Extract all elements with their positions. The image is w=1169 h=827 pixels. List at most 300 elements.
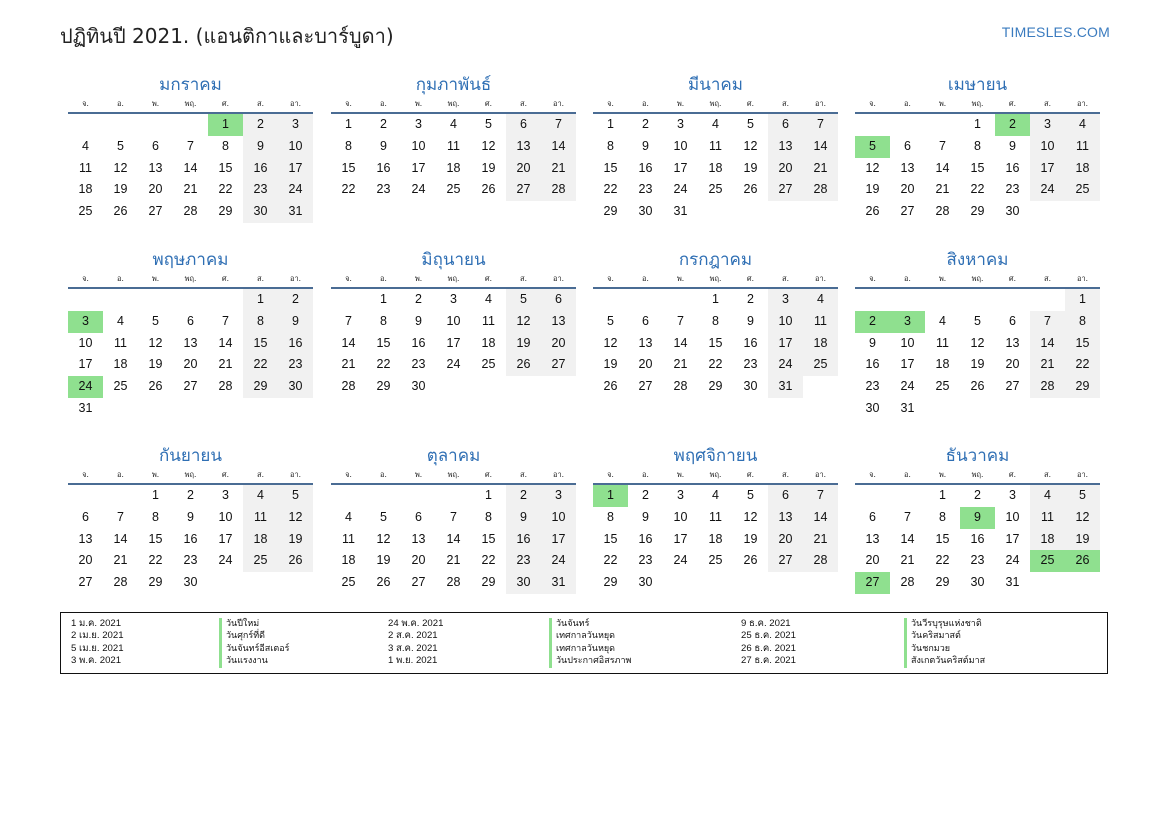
day-cell: 27: [506, 179, 541, 201]
day-cell: 11: [114, 335, 127, 350]
day-cell: 13: [78, 531, 93, 546]
day-cell: 20: [865, 553, 880, 568]
day-cell: 12: [970, 335, 985, 350]
month-block: [331, 443, 576, 594]
weekday-label: พ.: [938, 274, 947, 283]
day-cell: 10: [278, 136, 313, 158]
weekday-label: จ.: [345, 274, 352, 283]
day-cell: 31: [673, 204, 688, 219]
month-name: มิถุนายน: [421, 250, 486, 270]
day-cell: 4: [803, 289, 838, 311]
holiday-names-column: [549, 618, 631, 668]
day-cell: 1: [974, 117, 981, 131]
day-cell: 23: [1005, 182, 1020, 197]
holiday-dates-column: [71, 618, 124, 668]
weekday-label: อ.: [642, 274, 649, 283]
day-cell: 24: [411, 182, 426, 197]
day-cell: 4: [117, 313, 124, 328]
day-cell: 2: [747, 292, 754, 306]
weekday-label: ส.: [257, 470, 264, 479]
weekday-label: อา.: [289, 99, 302, 108]
day-blank: [925, 114, 960, 136]
day-blank: [995, 289, 1030, 311]
weekday-label: จ.: [869, 99, 876, 108]
day-cell: 27: [900, 204, 915, 219]
holiday-name: วันจันทร์อีสเตอร์: [219, 643, 289, 655]
day-blank: [331, 485, 366, 507]
day-cell: 27: [541, 354, 576, 376]
day-cell-holiday: 2: [995, 114, 1030, 136]
day-cell: 18: [1030, 529, 1065, 551]
day-cell: 8: [243, 311, 278, 333]
day-cell: 4: [939, 313, 946, 328]
day-cell: 13: [638, 335, 653, 350]
day-cell: 6: [187, 313, 194, 328]
day-cell: 10: [768, 311, 803, 333]
day-cell: 8: [222, 138, 229, 153]
weekday-label: อ.: [117, 99, 124, 108]
day-cell: 12: [1065, 507, 1100, 529]
day-cell: 29: [603, 204, 618, 219]
day-cell: 4: [712, 117, 719, 131]
day-cell: 31: [768, 376, 803, 398]
day-cell: 14: [183, 160, 198, 175]
day-cell: 11: [936, 335, 949, 350]
day-cell: 11: [1030, 507, 1065, 529]
day-cell: 26: [865, 204, 880, 219]
day-cell: 9: [1009, 138, 1016, 153]
day-cell: 20: [1005, 357, 1020, 372]
day-cell: 30: [743, 379, 758, 394]
month-block: [68, 443, 313, 594]
day-grid: [593, 485, 838, 594]
day-cell: 8: [607, 509, 614, 524]
day-cell: 22: [970, 182, 985, 197]
day-cell: 23: [970, 553, 985, 568]
day-cell-holiday: 26: [1065, 550, 1100, 572]
day-blank: [436, 485, 471, 507]
weekday-label: พฤ.: [184, 99, 197, 108]
day-cell: 5: [506, 289, 541, 311]
day-cell: 22: [376, 357, 391, 372]
weekday-label: ส.: [1044, 99, 1051, 108]
weekday-label: พ.: [676, 99, 685, 108]
day-blank: [890, 485, 925, 507]
day-cell: 14: [803, 136, 838, 158]
weekday-label: พฤ.: [971, 274, 984, 283]
holiday-name: สังเกตวันคริสต์มาส: [904, 655, 985, 667]
day-cell: 20: [148, 182, 163, 197]
day-cell: 29: [218, 204, 233, 219]
day-cell: 11: [1065, 136, 1100, 158]
weekday-label: อา.: [552, 99, 565, 108]
day-cell: 15: [376, 335, 391, 350]
day-cell: 13: [183, 335, 198, 350]
day-cell: 29: [708, 379, 723, 394]
weekday-header: [331, 469, 576, 485]
day-cell: 29: [603, 575, 618, 590]
day-cell: 22: [603, 182, 618, 197]
day-cell: 10: [78, 335, 93, 350]
day-cell: 19: [113, 182, 128, 197]
day-cell: 2: [506, 485, 541, 507]
day-cell: 3: [415, 117, 422, 131]
holiday-date: 3 ส.ค. 2021: [388, 642, 438, 654]
day-cell: 3: [768, 289, 803, 311]
holiday-date: 9 ธ.ค. 2021: [741, 618, 791, 629]
weekday-label: จ.: [607, 274, 614, 283]
day-cell: 19: [148, 357, 163, 372]
holiday-name: วันศุกร์ที่ดี: [219, 630, 289, 642]
weekday-label: อา.: [814, 274, 827, 283]
day-cell: 21: [1030, 354, 1065, 376]
day-blank: [208, 289, 243, 311]
day-blank: [890, 289, 925, 311]
day-cell: 30: [638, 575, 653, 590]
day-cell: 30: [1005, 204, 1020, 219]
weekday-label: พ.: [938, 470, 947, 479]
day-cell: 14: [803, 507, 838, 529]
day-cell: 26: [743, 553, 758, 568]
day-cell: 16: [1005, 160, 1020, 175]
day-cell: 2: [187, 488, 194, 502]
day-cell: 11: [803, 311, 838, 333]
day-cell: 27: [148, 204, 163, 219]
day-cell: 12: [865, 160, 880, 175]
weekday-label: จ.: [869, 470, 876, 479]
day-cell: 25: [113, 379, 128, 394]
weekday-header: [855, 469, 1100, 485]
weekday-header: [68, 469, 313, 485]
month-name: พฤษภาคม: [152, 250, 229, 270]
day-cell: 25: [78, 204, 93, 219]
weekday-label: ส.: [520, 99, 527, 108]
day-cell: 17: [1030, 158, 1065, 180]
day-cell: 27: [78, 575, 93, 590]
day-cell: 16: [638, 160, 653, 175]
day-cell: 30: [243, 201, 278, 223]
day-cell: 29: [243, 376, 278, 398]
day-cell: 14: [446, 531, 461, 546]
weekday-label: อา.: [1076, 470, 1089, 479]
day-cell: 24: [1005, 553, 1020, 568]
day-cell: 19: [506, 333, 541, 355]
weekday-label: พ.: [414, 99, 423, 108]
day-cell: 18: [803, 333, 838, 355]
day-cell: 25: [708, 553, 723, 568]
day-cell: 16: [970, 531, 985, 546]
day-cell: 5: [117, 138, 124, 153]
holiday-name: เทศกาลวันหยุด: [549, 643, 631, 655]
month-block: [855, 443, 1100, 594]
day-cell: 19: [743, 531, 758, 546]
day-cell: 18: [113, 357, 128, 372]
month-block: [331, 72, 576, 201]
month-block: [593, 247, 838, 398]
day-cell: 7: [803, 114, 838, 136]
holiday-name: วันวีรบุรุษแห่งชาติ: [904, 618, 985, 630]
day-cell: 6: [904, 138, 911, 153]
day-cell: 5: [485, 117, 492, 131]
day-cell: 5: [278, 485, 313, 507]
day-cell: 26: [506, 354, 541, 376]
weekday-label: ศ.: [221, 470, 230, 479]
day-cell: 19: [1065, 529, 1100, 551]
day-cell: 6: [541, 289, 576, 311]
day-cell: 26: [376, 575, 391, 590]
month-name: สิงหาคม: [946, 250, 1009, 270]
day-blank: [890, 114, 925, 136]
day-cell: 16: [183, 531, 198, 546]
day-cell: 20: [506, 158, 541, 180]
day-cell: 26: [113, 204, 128, 219]
month-block: [68, 247, 313, 420]
weekday-label: พ.: [414, 274, 423, 283]
day-cell: 15: [243, 333, 278, 355]
holiday-date: 27 ธ.ค. 2021: [741, 655, 796, 667]
day-cell: 3: [450, 292, 457, 306]
weekday-label: พ.: [151, 274, 160, 283]
day-cell: 23: [183, 553, 198, 568]
day-cell-holiday: 3: [890, 311, 925, 333]
weekday-label: จ.: [82, 274, 89, 283]
day-cell: 8: [1065, 311, 1100, 333]
day-cell: 18: [243, 529, 278, 551]
day-cell: 6: [768, 114, 803, 136]
weekday-label: ศ.: [221, 274, 230, 283]
holiday-name: วันชกมวย: [904, 643, 985, 655]
day-cell: 31: [541, 572, 576, 594]
holiday-date: 24 พ.ค. 2021: [388, 618, 444, 629]
month-name: กรกฎาคม: [678, 250, 753, 270]
day-cell: 8: [974, 138, 981, 153]
day-cell: 4: [345, 509, 352, 524]
holiday-name: วันแรงงาน: [219, 655, 289, 667]
holiday-date: 3 พ.ค. 2021: [71, 655, 122, 667]
holiday-dates-column: [388, 618, 443, 668]
day-cell: 29: [376, 379, 391, 394]
day-cell: 7: [187, 138, 194, 153]
day-cell: 11: [482, 313, 495, 328]
day-cell: 10: [1005, 509, 1020, 524]
day-cell: 31: [900, 400, 915, 415]
weekday-label: ศ.: [484, 99, 493, 108]
day-cell: 10: [673, 138, 688, 153]
day-cell: 30: [506, 572, 541, 594]
day-cell: 2: [380, 117, 387, 131]
day-blank: [855, 114, 890, 136]
weekday-label: ศ.: [484, 470, 493, 479]
day-cell: 1: [939, 488, 946, 502]
day-cell: 22: [341, 182, 356, 197]
weekday-label: ส.: [520, 470, 527, 479]
day-cell: 27: [768, 550, 803, 572]
day-cell: 31: [278, 201, 313, 223]
weekday-label: ส.: [1044, 470, 1051, 479]
day-grid: [331, 289, 576, 398]
day-cell: 18: [78, 182, 93, 197]
day-cell: 24: [768, 354, 803, 376]
weekday-label: จ.: [345, 99, 352, 108]
day-blank: [138, 289, 173, 311]
month-block: [855, 72, 1100, 223]
day-cell: 26: [481, 182, 496, 197]
weekday-label: อ.: [642, 99, 649, 108]
day-cell: 21: [541, 158, 576, 180]
weekday-label: อ.: [380, 274, 387, 283]
day-cell: 29: [148, 575, 163, 590]
day-blank: [68, 485, 103, 507]
day-cell: 28: [183, 204, 198, 219]
day-cell: 2: [278, 289, 313, 311]
day-cell: 21: [183, 182, 198, 197]
day-cell-holiday: 3: [68, 311, 103, 333]
day-cell: 25: [481, 357, 496, 372]
weekday-label: จ.: [345, 470, 352, 479]
day-cell: 4: [82, 138, 89, 153]
day-cell: 24: [541, 550, 576, 572]
day-cell: 22: [708, 357, 723, 372]
day-grid: [593, 289, 838, 398]
weekday-label: ส.: [782, 274, 789, 283]
day-cell: 15: [341, 160, 356, 175]
month-block: [68, 72, 313, 223]
day-cell: 20: [78, 553, 93, 568]
day-cell: 8: [607, 138, 614, 153]
day-cell: 4: [1030, 485, 1065, 507]
day-cell: 1: [243, 289, 278, 311]
weekday-label: พ.: [676, 274, 685, 283]
day-cell: 19: [865, 182, 880, 197]
day-blank: [68, 114, 103, 136]
day-cell: 24: [1030, 179, 1065, 201]
day-cell: 6: [642, 313, 649, 328]
day-cell: 11: [79, 160, 92, 175]
day-cell: 25: [935, 379, 950, 394]
day-cell: 30: [638, 204, 653, 219]
weekday-label: ศ.: [746, 274, 755, 283]
day-cell: 3: [1030, 114, 1065, 136]
day-cell: 19: [743, 160, 758, 175]
day-cell: 29: [1065, 376, 1100, 398]
weekday-label: ส.: [782, 470, 789, 479]
weekday-label: พฤ.: [971, 99, 984, 108]
day-cell-holiday: 2: [855, 311, 890, 333]
day-cell: 13: [541, 311, 576, 333]
day-cell: 3: [677, 488, 684, 502]
weekday-label: อา.: [1076, 274, 1089, 283]
day-cell: 7: [345, 313, 352, 328]
day-cell-holiday: 27: [855, 572, 890, 594]
day-cell: 21: [803, 529, 838, 551]
weekday-header: [855, 273, 1100, 289]
day-grid: [68, 289, 313, 420]
day-cell: 4: [1065, 114, 1100, 136]
day-cell: 17: [411, 160, 426, 175]
day-cell: 18: [708, 531, 723, 546]
weekday-label: พ.: [938, 99, 947, 108]
day-cell: 27: [768, 179, 803, 201]
weekday-header: [68, 273, 313, 289]
day-cell: 14: [1030, 333, 1065, 355]
day-cell: 18: [446, 160, 461, 175]
day-blank: [103, 485, 138, 507]
day-cell: 6: [415, 509, 422, 524]
day-cell: 6: [869, 509, 876, 524]
day-cell: 23: [506, 550, 541, 572]
day-cell: 21: [673, 357, 688, 372]
day-cell: 20: [541, 333, 576, 355]
day-grid: [855, 485, 1100, 594]
day-cell: 21: [341, 357, 356, 372]
day-cell: 15: [935, 531, 950, 546]
day-cell: 13: [865, 531, 880, 546]
day-cell: 5: [747, 117, 754, 131]
day-cell: 25: [1065, 179, 1100, 201]
day-blank: [173, 289, 208, 311]
weekday-label: อา.: [552, 274, 565, 283]
day-cell: 6: [152, 138, 159, 153]
day-cell: 7: [939, 138, 946, 153]
weekday-label: อ.: [904, 99, 911, 108]
day-cell: 8: [712, 313, 719, 328]
day-cell: 31: [78, 400, 93, 415]
weekday-label: ส.: [520, 274, 527, 283]
holiday-dates-column: [741, 618, 796, 668]
day-cell: 26: [603, 379, 618, 394]
day-grid: [68, 114, 313, 223]
day-cell: 22: [243, 354, 278, 376]
day-cell: 24: [218, 553, 233, 568]
weekday-label: ศ.: [1008, 470, 1017, 479]
holiday-date: 5 เม.ย. 2021: [71, 642, 124, 654]
weekday-label: พ.: [151, 470, 160, 479]
page-title: ปฏิทินปี 2021. (แอนติกาและบาร์บูดา): [60, 24, 394, 48]
day-cell: 23: [243, 179, 278, 201]
day-cell: 29: [970, 204, 985, 219]
month-name: มีนาคม: [688, 75, 743, 95]
brand-link[interactable]: TIMESLES.COM: [1001, 24, 1110, 40]
weekday-label: ศ.: [746, 99, 755, 108]
day-cell: 28: [803, 179, 838, 201]
day-cell: 5: [974, 313, 981, 328]
weekday-header: [593, 273, 838, 289]
day-cell: 2: [974, 488, 981, 502]
month-name: ธันวาคม: [945, 446, 1010, 466]
weekday-label: ส.: [257, 274, 264, 283]
day-cell: 7: [450, 509, 457, 524]
day-cell: 15: [708, 335, 723, 350]
day-cell: 9: [278, 311, 313, 333]
day-cell: 15: [148, 531, 163, 546]
weekday-header: [593, 469, 838, 485]
day-cell: 21: [113, 553, 128, 568]
day-cell: 6: [768, 485, 803, 507]
holiday-date: 26 ธ.ค. 2021: [741, 642, 796, 654]
day-cell: 31: [1005, 575, 1020, 590]
day-cell: 7: [677, 313, 684, 328]
day-cell: 27: [638, 379, 653, 394]
day-cell: 1: [345, 117, 352, 131]
day-cell: 28: [218, 379, 233, 394]
day-cell: 2: [642, 488, 649, 502]
day-cell: 14: [341, 335, 356, 350]
day-cell: 5: [747, 488, 754, 502]
day-cell: 13: [1005, 335, 1020, 350]
day-cell: 16: [743, 335, 758, 350]
day-cell: 4: [450, 117, 457, 131]
day-cell: 28: [673, 379, 688, 394]
